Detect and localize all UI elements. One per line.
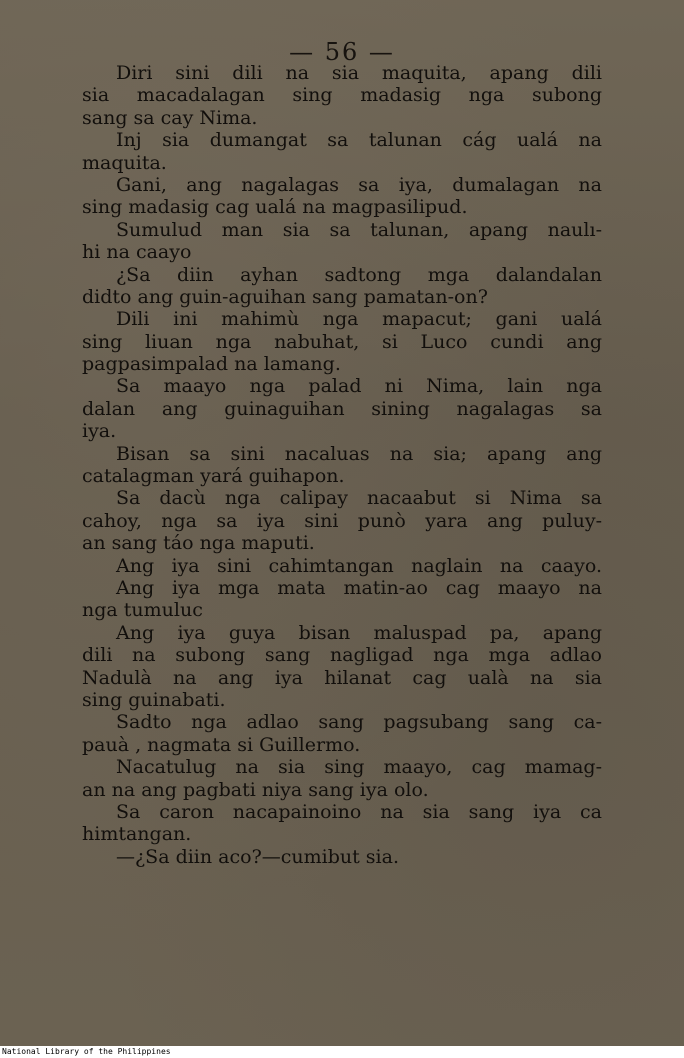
text-line: sing liuan nga nabuhat, si Luco cundi ang xyxy=(82,330,602,353)
text-line: nga tumuluc xyxy=(82,599,203,622)
footer-attribution: National Library of the Philippines xyxy=(2,1047,171,1056)
text-line: Ang iya guya bisan maluspad pa, apang xyxy=(116,621,602,644)
text-line: sing guinabati. xyxy=(82,688,226,711)
page-number: — 56 — xyxy=(289,38,395,66)
text-line: himtangan. xyxy=(82,823,192,846)
text-line: Nadulà na ang iya hilanat cag ualà na sia xyxy=(82,666,602,689)
text-line: Gani, ang nagalagas sa iya, dumalagan na xyxy=(116,173,602,196)
text-line: Dili ini mahimù nga mapacut; gani ualá xyxy=(116,308,602,331)
text-line: cahoy, nga sa iya sini punò yara ang puluy- xyxy=(82,509,602,532)
text-line: Diri sini dili na sia maquita, apang dili xyxy=(116,62,602,84)
text-line: hi na caayo xyxy=(82,241,192,264)
text-line: Ang iya mga mata matin-ao cag maayo na xyxy=(116,576,602,599)
text-line: Sa caron nacapainoino na sia sang iya ca xyxy=(116,800,602,823)
text-line: iya. xyxy=(82,420,117,443)
text-line: sing madasig cag ualá na magpasilipud. xyxy=(82,196,468,219)
footer-bar xyxy=(0,1046,684,1058)
text-line: Inj sia dumangat sa talunan cág ualá na xyxy=(116,129,602,152)
text-line: Sa dacù nga calipay nacaabut si Nima sa xyxy=(116,487,602,510)
text-line: Bisan sa sini nacaluas na sia; apang ang xyxy=(116,442,602,465)
text-line: sia macadalagan sing madasig nga subong xyxy=(82,84,602,107)
text-line: Sa maayo nga palad ni Nima, lain nga xyxy=(116,375,602,398)
page-text xyxy=(82,62,602,868)
text-line: —¿Sa diin aco?—cumibut sia. xyxy=(116,845,399,868)
text-line: pauà , nagmata si Guillermo. xyxy=(82,733,361,756)
text-line: an na ang pagbati niya sang iya olo. xyxy=(82,778,429,801)
text-line: an sang táo nga maputi. xyxy=(82,532,315,555)
text-line: sang sa cay Nima. xyxy=(82,106,258,129)
text-line: Sumulud man sia sa talunan, apang naulı- xyxy=(116,218,602,241)
text-line: maquita. xyxy=(82,151,167,174)
text-line: dalan ang guinaguihan sining nagalagas sa xyxy=(82,397,602,420)
text-line: dili na subong sang nagligad nga mga adlao xyxy=(82,644,602,667)
text-line: Nacatulug na sia sing maayo, cag mamag- xyxy=(116,756,602,779)
text-line: didto ang guin-aguihan sang pamatan-on? xyxy=(82,285,488,308)
text-line: Ang iya sini cahimtangan naglain na caayo. xyxy=(116,554,602,577)
text-line: ¿Sa diin ayhan sadtong mga dalandalan xyxy=(116,263,602,286)
text-line: catalagman yará guihapon. xyxy=(82,465,345,488)
text-line: Sadto nga adlao sang pagsubang sang ca- xyxy=(116,711,602,734)
text-line: pagpasimpalad na lamang. xyxy=(82,353,341,376)
